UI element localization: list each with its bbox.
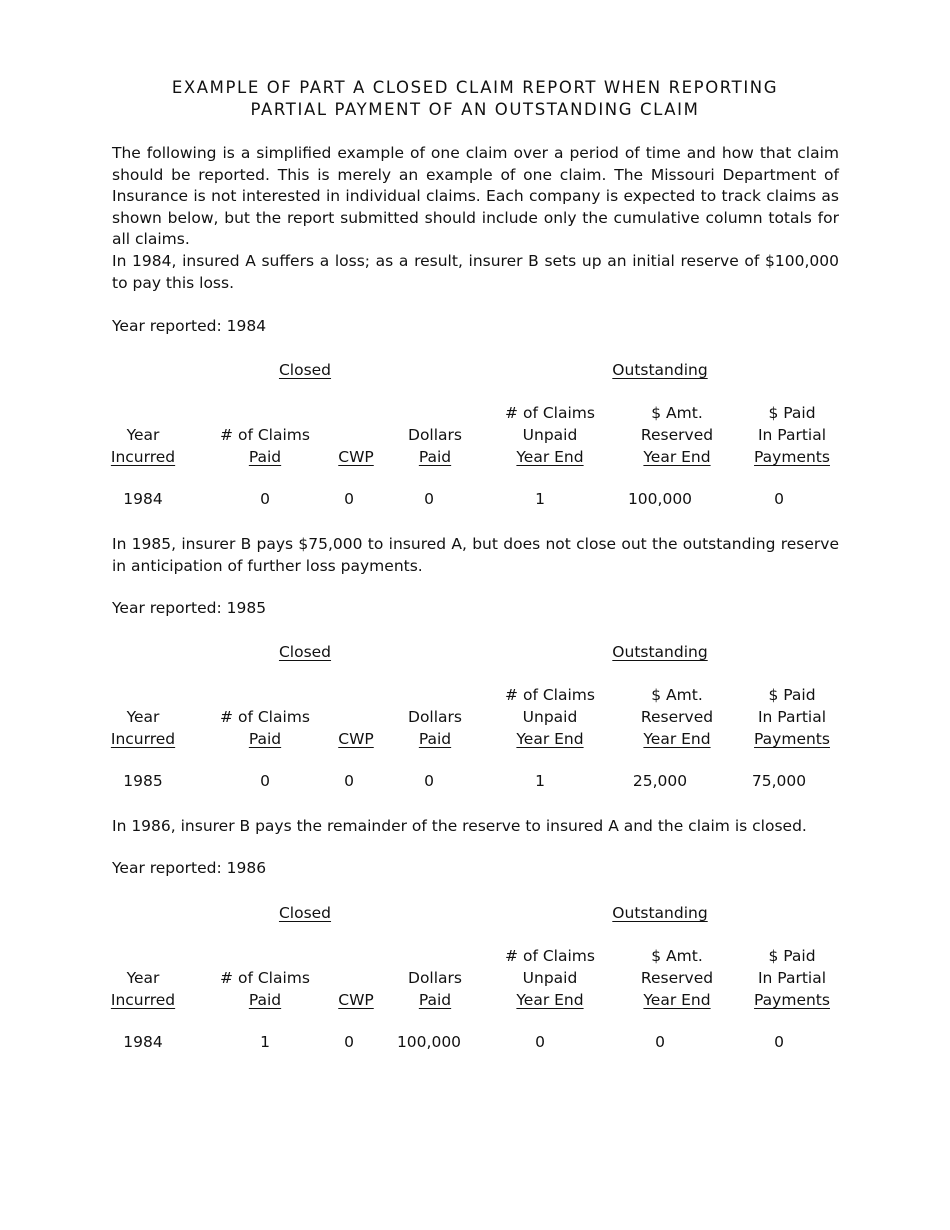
column-header-claims-paid: Paid xyxy=(248,730,282,748)
column-header-amt-reserved: Reserved xyxy=(640,426,714,445)
section-1-paragraph: In 1984, insured A suffers a loss; as a result, insurer B sets up an initial reserve of $100,000 to pay this loss. xyxy=(112,252,839,292)
table-cell-amt-reserved: 0 xyxy=(655,1033,665,1051)
column-header-claims-paid: # of Claims xyxy=(220,969,310,988)
document-title-line-1: EXAMPLE OF PART A CLOSED CLAIM REPORT WHEN REPORTING xyxy=(171,78,779,97)
table-cell-year-incurred: 1985 xyxy=(123,772,163,790)
table-cell-paid-partial: 0 xyxy=(774,490,784,508)
column-header-claims-unpaid: Year End xyxy=(516,448,584,466)
column-header-paid-partial: In Partial xyxy=(757,426,827,445)
column-header-paid-partial: Payments xyxy=(754,448,830,466)
column-header-claims-unpaid: # of Claims xyxy=(505,404,595,423)
column-header-paid-partial: $ Paid xyxy=(768,686,816,705)
column-header-claims-unpaid: Unpaid xyxy=(522,426,578,445)
column-header-amt-reserved: Year End xyxy=(643,730,711,748)
table-cell-cwp: 0 xyxy=(344,772,354,790)
column-header-year-incurred: Incurred xyxy=(110,448,176,466)
column-header-claims-unpaid: Unpaid xyxy=(522,708,578,727)
column-header-cwp: CWP xyxy=(338,730,374,748)
column-header-year-incurred: Year xyxy=(126,969,160,988)
column-header-paid-partial: Payments xyxy=(754,730,830,748)
column-header-cwp: CWP xyxy=(338,991,374,1009)
table-cell-dollars-paid: 100,000 xyxy=(396,1033,462,1051)
column-header-paid-partial: In Partial xyxy=(757,708,827,727)
document-title-line-2: PARTIAL PAYMENT OF AN OUTSTANDING CLAIM xyxy=(250,100,700,119)
column-header-dollars-paid: Dollars xyxy=(408,969,462,988)
column-header-amt-reserved: $ Amt. xyxy=(651,686,703,705)
column-header-dollars-paid: Paid xyxy=(418,730,452,748)
section-3-year-reported: Year reported: 1986 xyxy=(112,859,267,877)
outstanding-group-label: Outstanding xyxy=(612,643,708,661)
column-header-cwp: CWP xyxy=(338,448,374,466)
section-1-year-reported: Year reported: 1984 xyxy=(112,317,267,335)
column-header-claims-unpaid: Year End xyxy=(516,730,584,748)
column-header-year-incurred: Year xyxy=(126,426,160,445)
closed-group-label: Closed xyxy=(278,361,332,379)
column-header-amt-reserved: Year End xyxy=(643,448,711,466)
column-header-year-incurred: Year xyxy=(126,708,160,727)
column-header-amt-reserved: Reserved xyxy=(640,708,714,727)
outstanding-group-label: Outstanding xyxy=(612,361,708,379)
column-header-paid-partial: Payments xyxy=(754,991,830,1009)
table-cell-dollars-paid: 0 xyxy=(424,772,434,790)
column-header-paid-partial: $ Paid xyxy=(768,947,816,966)
column-header-dollars-paid: Dollars xyxy=(408,426,462,445)
table-cell-amt-reserved: 25,000 xyxy=(632,772,688,790)
table-cell-paid-partial: 75,000 xyxy=(751,772,807,790)
section-2-year-reported: Year reported: 1985 xyxy=(112,599,267,617)
outstanding-group-label: Outstanding xyxy=(612,904,708,922)
section-3-paragraph: In 1986, insurer B pays the remainder of the reserve to insured A and the claim is closed. xyxy=(112,817,807,835)
table-cell-claims-paid: 1 xyxy=(260,1033,270,1051)
column-header-amt-reserved: $ Amt. xyxy=(651,404,703,423)
column-header-claims-unpaid: # of Claims xyxy=(505,947,595,966)
column-header-claims-paid: Paid xyxy=(248,991,282,1009)
column-header-paid-partial: $ Paid xyxy=(768,404,816,423)
column-header-dollars-paid: Paid xyxy=(418,448,452,466)
table-cell-year-incurred: 1984 xyxy=(123,1033,163,1051)
column-header-claims-paid: # of Claims xyxy=(220,708,310,727)
closed-group-label: Closed xyxy=(278,643,332,661)
column-header-year-incurred: Incurred xyxy=(110,991,176,1009)
column-header-amt-reserved: Reserved xyxy=(640,969,714,988)
table-cell-dollars-paid: 0 xyxy=(424,490,434,508)
table-cell-claims-paid: 0 xyxy=(260,772,270,790)
table-cell-paid-partial: 0 xyxy=(774,1033,784,1051)
table-cell-claims-unpaid: 1 xyxy=(535,772,545,790)
column-header-dollars-paid: Paid xyxy=(418,991,452,1009)
table-cell-year-incurred: 1984 xyxy=(123,490,163,508)
column-header-dollars-paid: Dollars xyxy=(408,708,462,727)
column-header-claims-paid: Paid xyxy=(248,448,282,466)
column-header-claims-unpaid: # of Claims xyxy=(505,686,595,705)
column-header-claims-unpaid: Year End xyxy=(516,991,584,1009)
table-cell-amt-reserved: 100,000 xyxy=(627,490,693,508)
table-cell-claims-paid: 0 xyxy=(260,490,270,508)
intro-paragraph: The following is a simplified example of one claim over a period of time and how that claim should be reported. This is merely an example of one claim. The Missouri Department of Insurance is not interested in individual claims. Each company is expected to track claims as shown below, but the report submitted should include only the cumulative column totals for all claims. xyxy=(112,144,839,248)
column-header-year-incurred: Incurred xyxy=(110,730,176,748)
closed-group-label: Closed xyxy=(278,904,332,922)
column-header-paid-partial: In Partial xyxy=(757,969,827,988)
table-cell-cwp: 0 xyxy=(344,1033,354,1051)
column-header-claims-unpaid: Unpaid xyxy=(522,969,578,988)
column-header-claims-paid: # of Claims xyxy=(220,426,310,445)
table-cell-claims-unpaid: 1 xyxy=(535,490,545,508)
section-2-paragraph: In 1985, insurer B pays $75,000 to insured A, but does not close out the outstanding reserve in anticipation of further loss payments. xyxy=(112,535,839,575)
column-header-amt-reserved: $ Amt. xyxy=(651,947,703,966)
table-cell-claims-unpaid: 0 xyxy=(535,1033,545,1051)
table-cell-cwp: 0 xyxy=(344,490,354,508)
column-header-amt-reserved: Year End xyxy=(643,991,711,1009)
